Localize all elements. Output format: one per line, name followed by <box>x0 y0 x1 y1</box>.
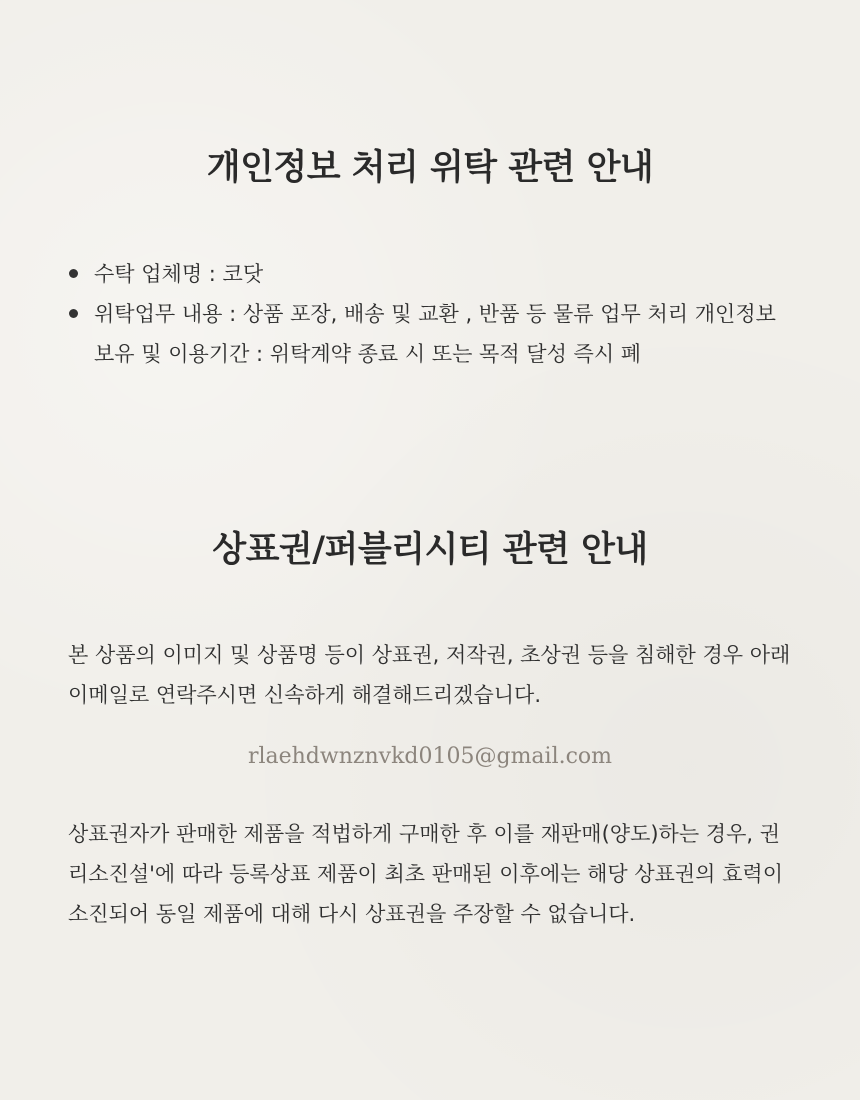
trademark-section-title: 상표권/퍼블리시티 관련 안내 <box>212 530 648 570</box>
contact-email-link[interactable]: rlaehdwnznvkd0105@gmail.com <box>247 744 613 769</box>
consignment-details-text: 위탁업무 내용 : 상품 포장, 배송 및 교환 , 반품 등 물류 업무 처리 개인정보 보유 및 이용기간 : 위탁계약 종료 시 또는 목적 달성 즉시 폐 <box>94 302 776 366</box>
bullet-icon <box>69 309 78 318</box>
infringement-notice-text: 본 상품의 이미지 및 상품명 등이 상표권, 저작권, 초상권 등을 침해한 경우 아래 이메일로 연락주시면 신속하게 해결해드리겠습니다. <box>68 643 791 707</box>
exhaustion-doctrine-text: 상표권자가 판매한 제품을 적법하게 구매한 후 이를 재판매(양도)하는 경우, 권리소진설'에 따라 등록상표 제품이 최초 판매된 이후에는 해당 상표권의 효력이 소진되어 동일 제품에 대해 다시 상표권을 주장할 수 없습니다. <box>68 822 783 926</box>
consignee-name-text: 수탁 업체명 : 코닷 <box>94 262 264 286</box>
privacy-section-title: 개인정보 처리 위탁 관련 안내 <box>206 148 654 188</box>
list-item <box>68 254 788 294</box>
bullet-icon <box>69 269 78 278</box>
privacy-info-list <box>68 254 788 374</box>
list-item <box>68 294 788 374</box>
